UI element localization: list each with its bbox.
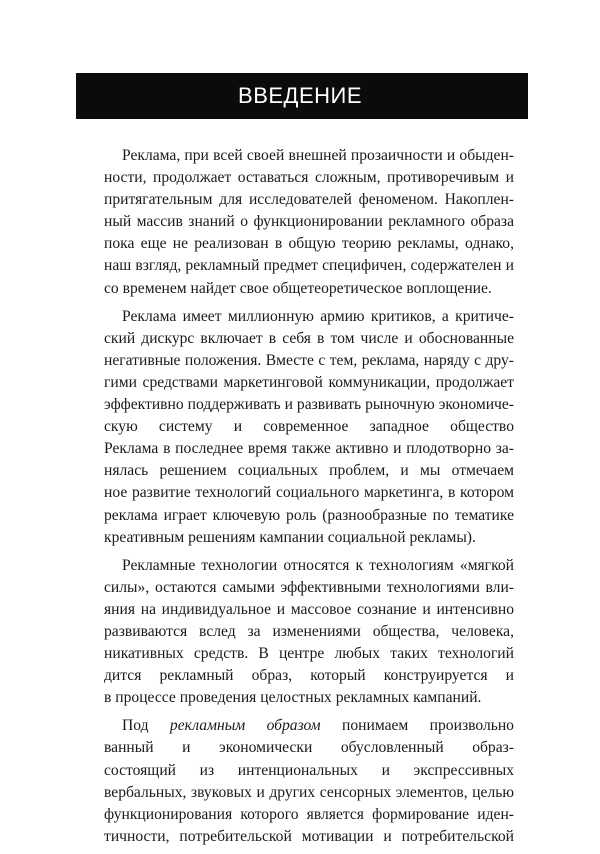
paragraph-3 [104, 555, 514, 710]
text-line: дится рекламный образ, который конструируется и [104, 667, 514, 685]
text-line: ности, продолжает оставаться сложным, противоречивым и [104, 169, 514, 187]
paragraph-4 [104, 715, 514, 848]
chapter-heading-bar [76, 73, 528, 119]
text-line: тичности, потребительской мотивации и потребительской [104, 827, 514, 845]
text-line: яния на индивидуальное и массовое сознание и интенсивно [104, 600, 514, 618]
emphasized-term: рекламным образом [169, 717, 321, 735]
text-line: эффективно поддерживать и развивать рыночную экономиче- [104, 396, 514, 414]
line-prefix: Под [122, 717, 170, 735]
text-line: состоящий из интенциональных и экспрессивных [104, 761, 514, 779]
body-text [104, 145, 514, 854]
text-line: в процессе проведения целостных рекламных кампаний. [104, 689, 482, 707]
text-line: ванный и экономически обусловленный образ- [104, 739, 514, 757]
paragraph-1 [104, 145, 514, 300]
text-line: ный массив знаний о функционировании рекламного образа [104, 213, 514, 231]
text-line: реклама играет ключевую роль (разнообразные по тематике [104, 506, 514, 524]
text-line: ное развитие технологий социального маркетинга, в котором [104, 484, 514, 502]
text-line [104, 715, 514, 737]
text-line: функционирования которого является формирование иден- [104, 805, 514, 823]
text-line: со временем найдет свое общетеоретическое воплощение. [104, 279, 492, 297]
text-line: развиваются вслед за изменениями общества, человека, [104, 622, 514, 640]
line-suffix: понимаем произвольно [341, 717, 514, 735]
text-line: негативные положения. Вместе с тем, реклама, наряду с дру- [104, 351, 514, 369]
text-line: силы», остаются самыми эффективными технологиями вли- [104, 578, 514, 596]
chapter-heading: ВВЕДЕНИЕ [238, 83, 362, 108]
text-line: Реклама имеет миллионную армию критиков, а критиче- [122, 307, 514, 325]
paragraph-2 [104, 306, 514, 549]
text-line: притягательным для исследователей феноменом. Накоплен- [104, 191, 514, 209]
text-line: Рекламные технологии относятся к технологиям «мягкой [122, 556, 514, 574]
text-line: вербальных, звуковых и других сенсорных элементов, целью [104, 783, 514, 801]
text-line: Реклама в последнее время также активно и плодотворно за- [104, 440, 514, 458]
text-line: наш взгляд, рекламный предмет специфичен, содержателен и [104, 257, 514, 275]
text-line: нялась решением социальных проблем, и мы отмечаем [104, 462, 514, 480]
text-line: гими средствами маркетинговой коммуникации, продолжает [104, 373, 514, 391]
text-line: Реклама, при всей своей внешней прозаичности и обыден- [122, 147, 514, 164]
text-line: пока еще не реализован в общую теорию рекламы, однако, [104, 235, 514, 253]
text-line: креативным решениям кампании социальной рекламы). [104, 528, 476, 546]
text-line: никативных средств. В центре любых таких технологий [104, 645, 514, 663]
text-line: ский дискурс включает в себя в том числе и обоснованные [104, 329, 514, 347]
text-line: скую систему и современное западное общество [104, 418, 514, 436]
